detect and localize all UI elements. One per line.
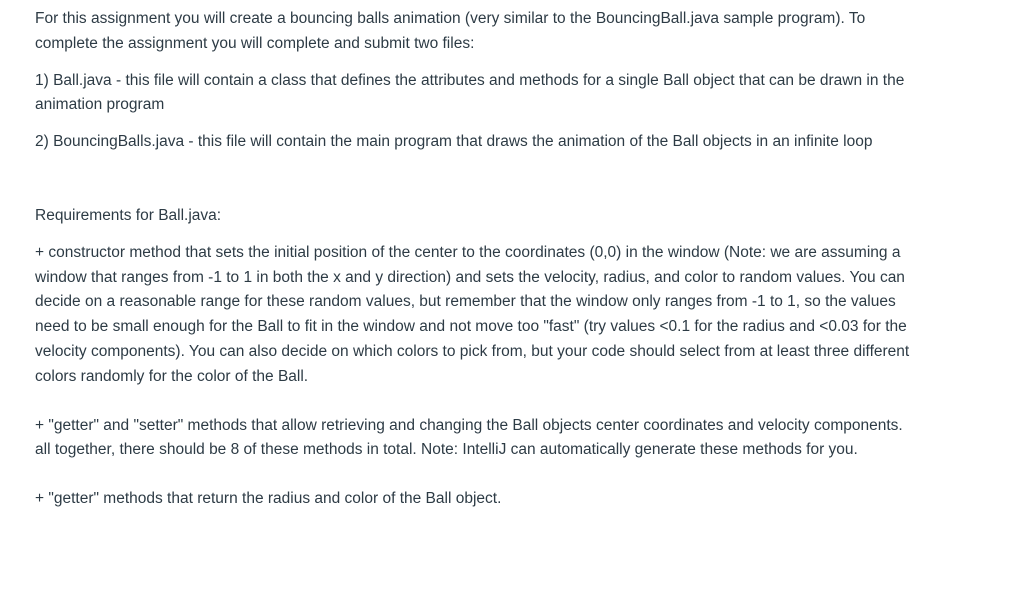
getter-radius-color-requirement: + "getter" methods that return the radius and color of the Ball object. bbox=[35, 490, 502, 508]
requirements-heading: Requirements for Ball.java: bbox=[35, 206, 222, 224]
getter-setter-requirement: + "getter" and "setter" methods that allow retrieving and changing the Ball objects center coordinates and velocity components. all together, there should be 8 of these methods in total. Note: IntelliJ can automatically generate these methods for you. bbox=[35, 416, 903, 459]
constructor-requirement: + constructor method that sets the initial position of the center to the coordinates (0,0) in the window (Note: we are assuming a window that ranges from -1 to 1 in both the x and y direction) and sets the velocity, radius, and color to random values. You can decide on a reasonable range for these random values, but remember that the window only ranges from -1 to 1, so the values need to be small enough for the Ball to fit in the window and not move too "fast" (try values <0.1 for the radius and <0.03 for the velocity components). You can also decide on which colors to pick from, but your code should select from at least three different colors randomly for the color of the Ball. bbox=[35, 243, 910, 385]
bouncingballs-file-paragraph: 2) BouncingBalls.java - this file will contain the main program that draws the animation of the Ball objects in an infinite loop bbox=[35, 133, 873, 151]
intro-paragraph: For this assignment you will create a bouncing balls animation (very similar to the BouncingBall.java sample program). To complete the assignment you will complete and submit two files: bbox=[35, 10, 866, 52]
assignment-body bbox=[35, 7, 915, 512]
ball-file-paragraph: 1) Ball.java - this file will contain a class that defines the attributes and methods for a single Ball object that can be drawn in the animation program bbox=[35, 71, 905, 114]
